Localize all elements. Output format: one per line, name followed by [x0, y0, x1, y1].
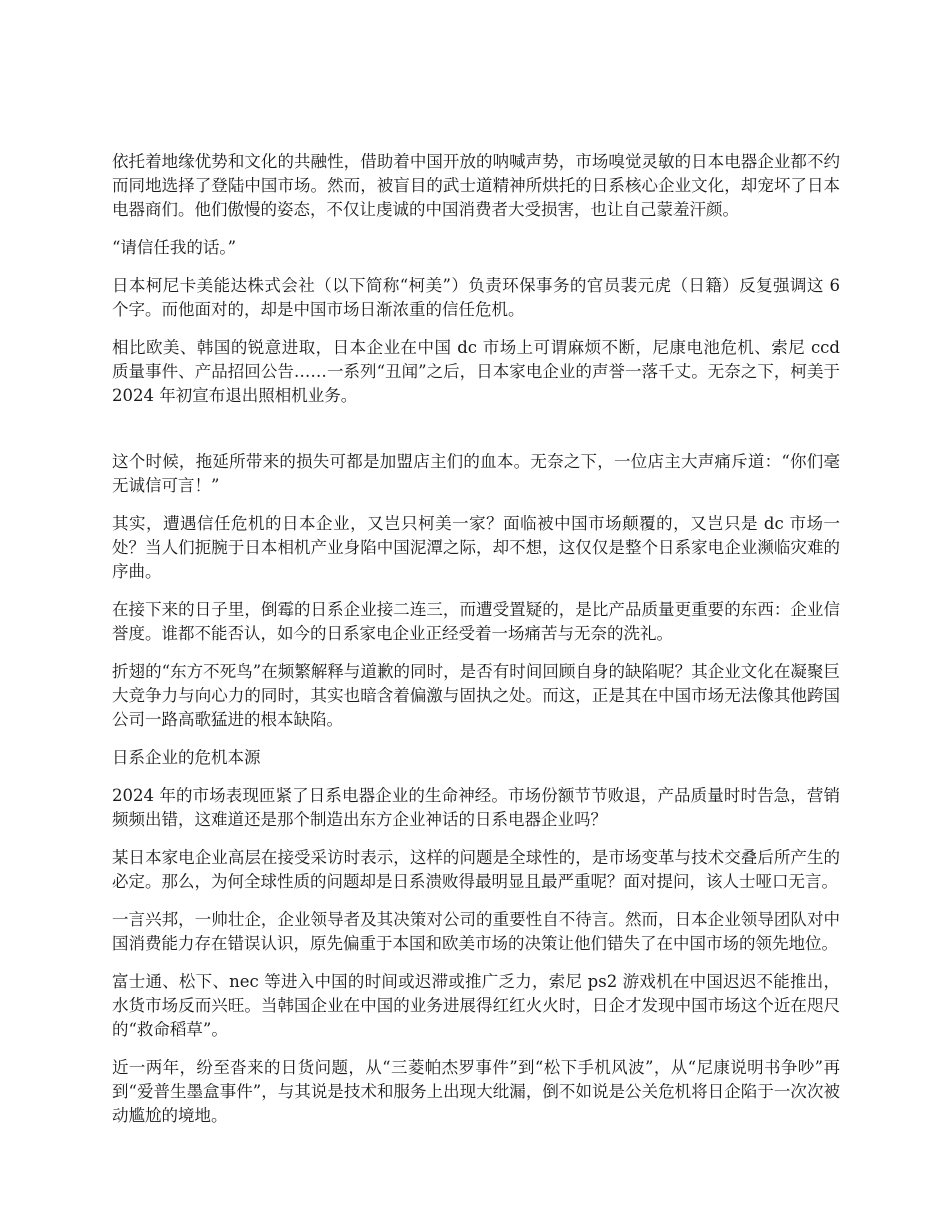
paragraph-intro: 依托着地缘优势和文化的共融性，借助着中国开放的呐喊声势，市场嗅觉灵敏的日本电器企业都不约而同地选择了登陆中国市场。然而，被盲目的武士道精神所烘托的日系核心企业文化，却宠坏了日本电器商们。他们傲慢的姿态，不仅让虔诚的中国消费者大受损害，也让自己蒙羞汗颜。 — [112, 152, 840, 219]
paragraph-market-entry: 富士通、松下、nec 等进入中国的时间或迟滞或推广乏力，索尼 ps2 游戏机在中国迟迟不能推出，水货市场反而兴旺。当韩国企业在中国的业务进展得红红火火时，日企才发现中国市场这个近在咫尺的“救命稻草”。 — [112, 972, 840, 1039]
paragraph-leadership: 一言兴邦，一帅壮企，企业领导者及其决策对公司的重要性自不待言。然而，日本企业领导团队对中国消费能力存在错误认识，原先偏重于本国和欧美市场的决策让他们错失了在中国市场的领先地位。 — [112, 910, 840, 953]
paragraph-executive: 某日本家电企业高层在接受采访时表示，这样的问题是全球性的，是市场变革与技术交叠后所产生的必定。那么，为何全球性质的问题却是日系溃败得最明显且最严重呢？面对提问，该人士哑口无言。 — [112, 848, 840, 891]
paragraph-phoenix: 折翅的“东方不死鸟”在频繁解释与道歉的同时，是否有时间回顾自身的缺陷呢？其企业文化在凝聚巨大竞争力与向心力的同时，其实也暗含着偏激与固执之处。而这，正是其在中国市场无法像其他跨国公司一路高歌猛进的根本缺陷。 — [112, 662, 840, 729]
article-body — [112, 150, 840, 1142]
paragraph-pr-crisis: 近一两年，纷至沓来的日货问题，从“三菱帕杰罗事件”到“松下手机风波”，从“尼康说明书争吵”再到“爱普生墨盒事件”，与其说是技术和服务上出现大纰漏，倒不如说是公关危机将日企陷于一次次被动尴尬的境地。 — [112, 1058, 840, 1125]
paragraph-official: 日本柯尼卡美能达株式会社（以下简称“柯美”）负责环保事务的官员裴元虎（日籍）反复强调这 6 个字。而他面对的，却是中国市场日渐浓重的信任危机。 — [112, 276, 840, 319]
paragraph-trust-crisis: 其实，遭遇信任危机的日本企业，又岂只柯美一家？面临被中国市场颠覆的，又岂只是 dc 市场一处？当人们扼腕于日本相机产业身陷中国泥潭之际，却不想，这仅仅是整个日系家电企业濒临灾难的序曲。 — [112, 514, 840, 581]
section-heading: 日系企业的危机本源 — [112, 748, 261, 767]
paragraph-store-owner: 这个时候，拖延所带来的损失可都是加盟店主们的血本。无奈之下，一位店主大声痛斥道：“你们毫无诚信可言！” — [112, 452, 840, 495]
paragraph-quote: “请信任我的话。” — [112, 238, 237, 257]
paragraph-market-2024: 2024 年的市场表现匝紧了日系电器企业的生命神经。市场份额节节败退，产品质量时时告急，营销频频出错，这难道还是那个制造出东方企业神话的日系电器企业吗？ — [112, 786, 840, 829]
paragraph-credibility: 在接下来的日子里，倒霉的日系企业接二连三，而遭受置疑的，是比产品质量更重要的东西：企业信誉度。谁都不能否认，如今的日系家电企业正经受着一场痛苦与无奈的洗礼。 — [112, 600, 840, 643]
paragraph-dc-market: 相比欧美、韩国的锐意进取，日本企业在中国 dc 市场上可谓麻烦不断，尼康电池危机、索尼 ccd 质量事件、产品招回公告……一系列“丑闻”之后，日本家电企业的声誉一落千丈。无奈之下，柯美于 2024 年初宣布退出照相机业务。 — [112, 338, 840, 405]
